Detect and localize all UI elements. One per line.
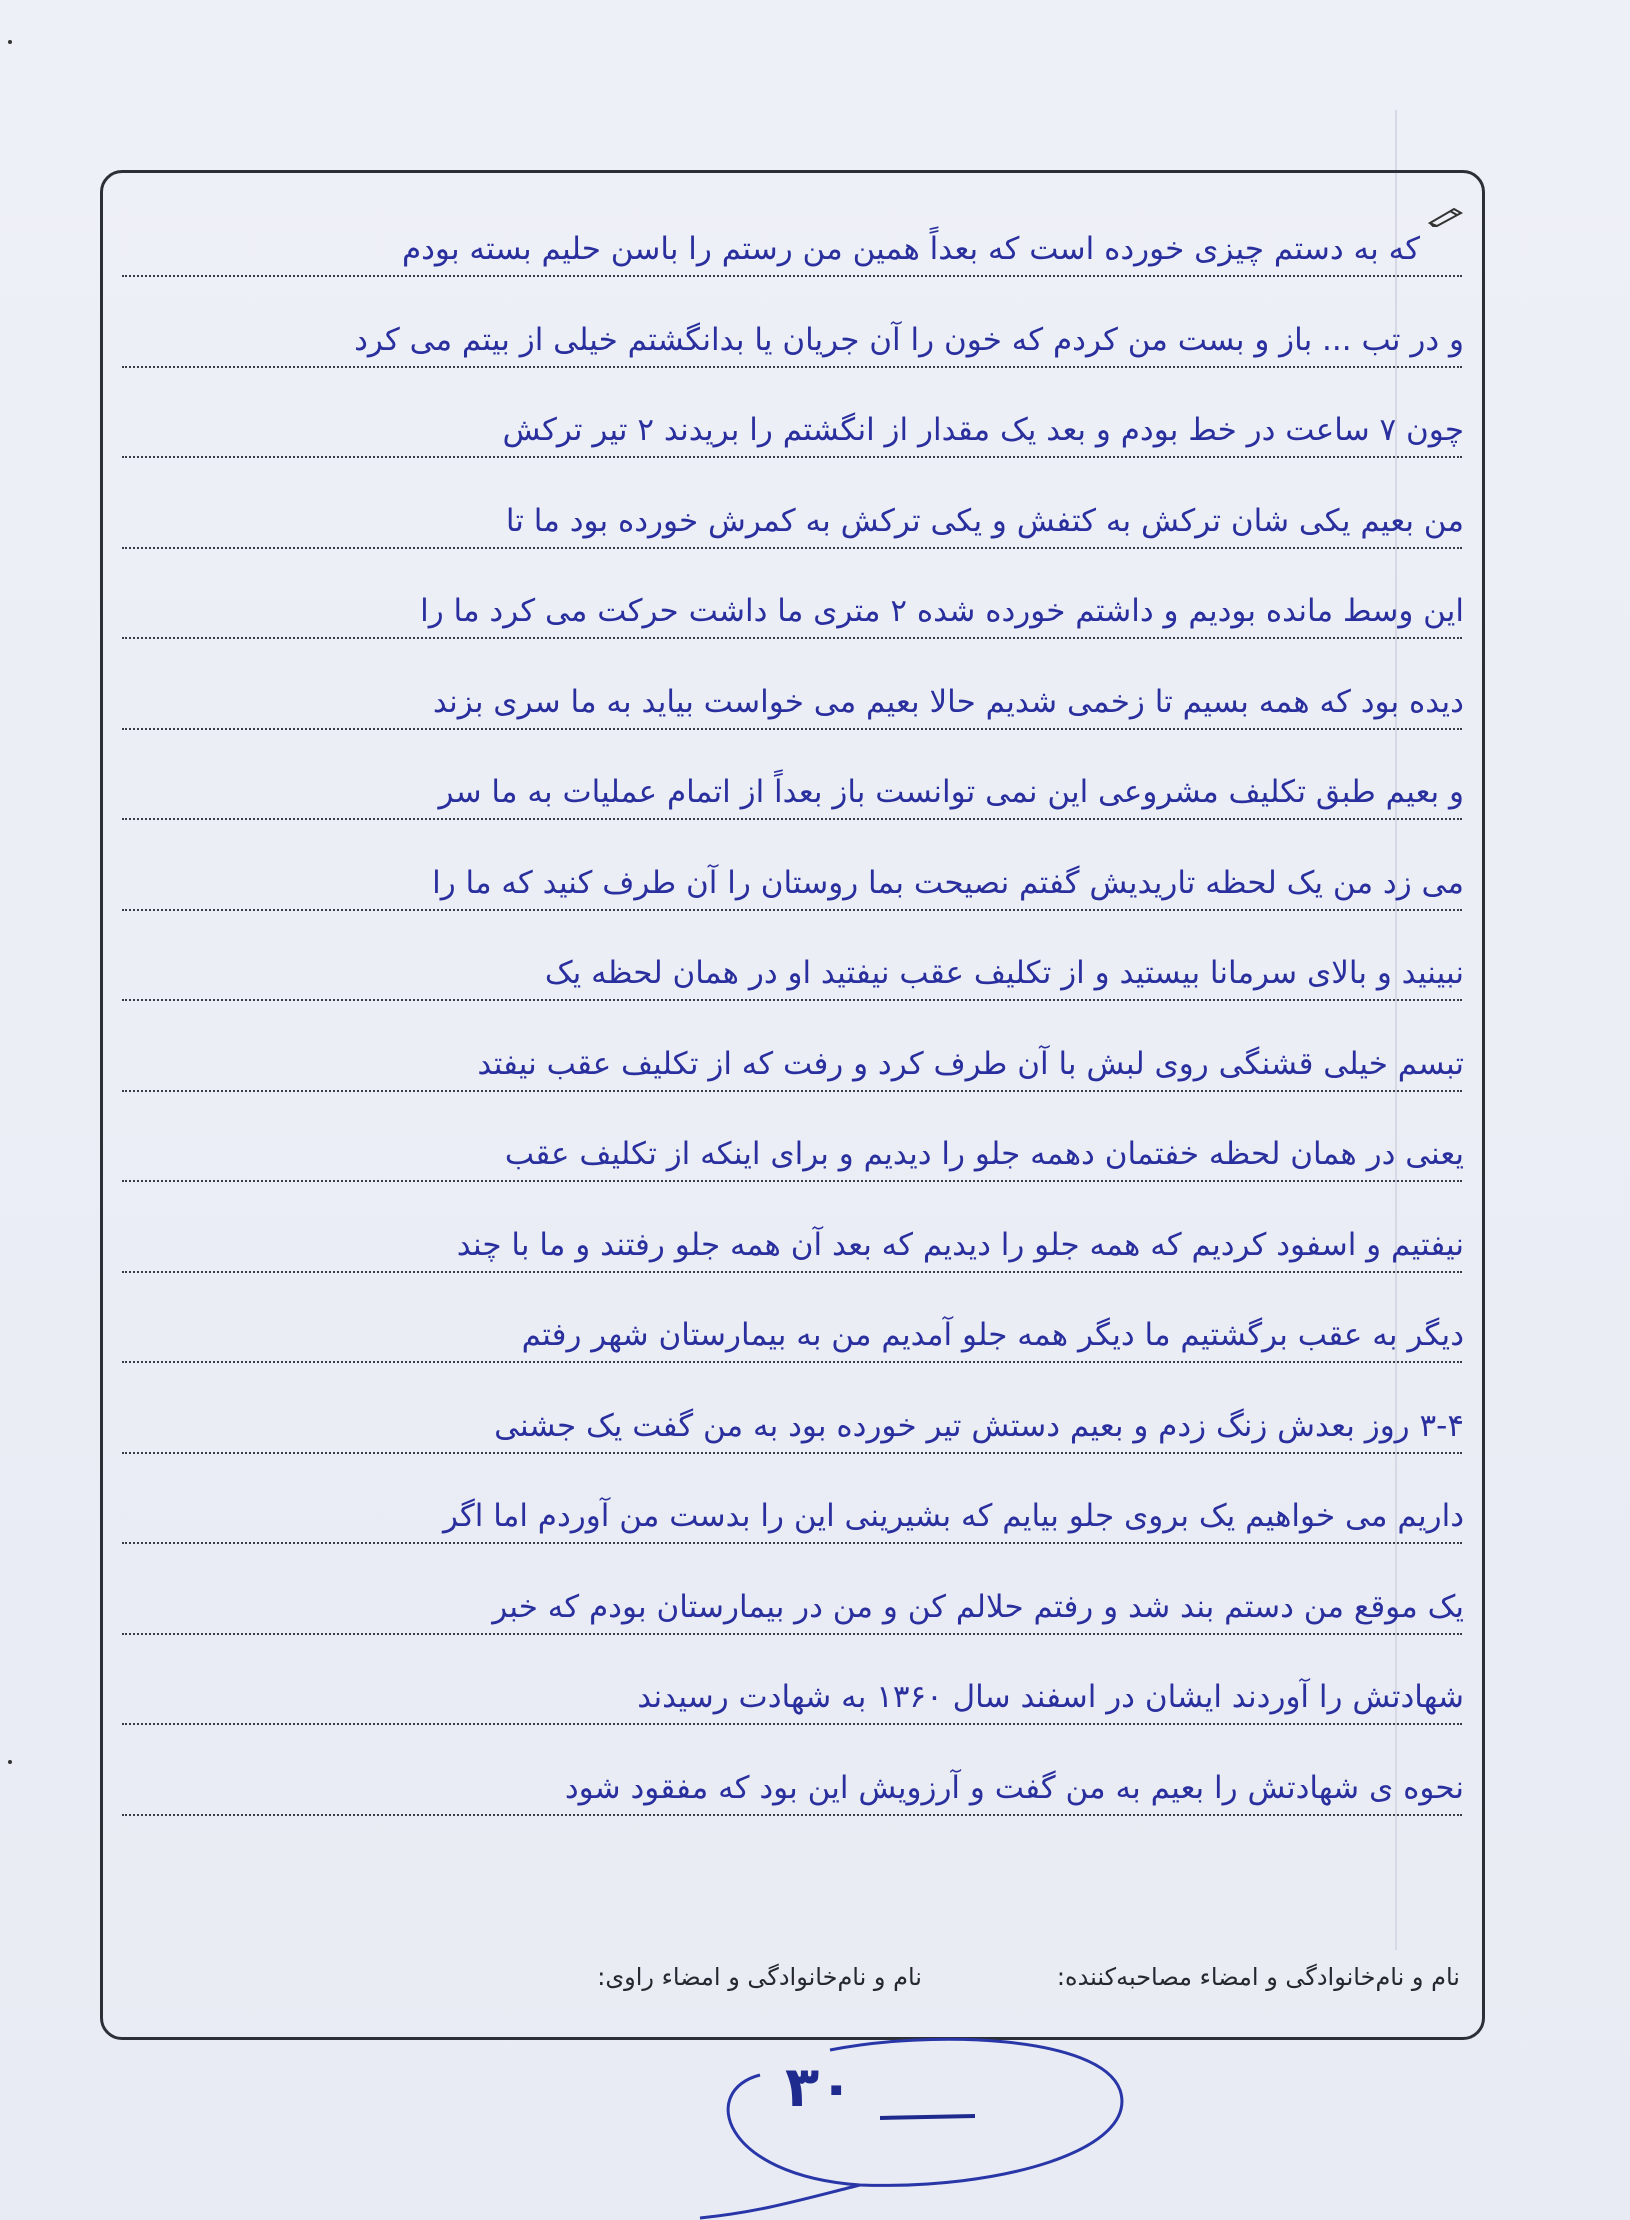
handwritten-line: دیده بود که همه بسیم تا زخمی شدیم حالا بعیم می خواست بیاید به ما سری بزند bbox=[432, 683, 1464, 720]
handwritten-line: چون ۷ ساعت در خط بودم و بعد یک مقدار از انگشتم را بریدند ۲ تیر ترکش bbox=[502, 412, 1464, 448]
handwritten-line: این وسط مانده بودیم و داشتم خورده شده ۲ متری ما داشت حرکت می کرد ما را bbox=[420, 593, 1464, 629]
handwritten-line: نیفتیم و اسفود کردیم که همه جلو را دیدیم که بعد آن همه جلو رفتند و ما با چند bbox=[456, 1226, 1464, 1263]
handwritten-line: دیگر به عقب برگشتیم ما دیگر همه جلو آمدیم من به بیمارستان شهر رفتم bbox=[521, 1317, 1464, 1353]
handwritten-line: ۳-۴ روز بعدش زنگ زدم و بعیم دستش تیر خورده بود به من گفت یک جشنی bbox=[494, 1407, 1464, 1444]
handwritten-line: و در تب ... باز و بست من کردم که خون را آن جریان یا بدانگشتم خیلی از بیتم می کرد bbox=[354, 321, 1464, 358]
handwritten-line: من بعیم یکی شان ترکش به کتفش و یکی ترکش به کمرش خورده بود ما تا bbox=[505, 502, 1464, 539]
interviewer-signature-label: نام و نام‌خانوادگی و امضاء مصاحبه‌کننده: bbox=[1056, 1963, 1460, 1991]
handwritten-line: و بعیم طبق تکلیف مشروعی این نمی توانست باز بعداً از اتمام عملیات به ما سر bbox=[438, 774, 1464, 810]
handwritten-line: نحوه ی شهادتش را بعیم به من گفت و آرزویش این بود که مفقود شود bbox=[564, 1769, 1464, 1806]
handwritten-line: نبینید و بالای سرمانا بیستید و از تکلیف عقب نیفتید او در همان لحظه یک bbox=[544, 955, 1464, 991]
page-number: ۳۰ bbox=[785, 2055, 854, 2120]
handwritten-line: یعنی در همان لحظه خفتمان دهمه جلو را دیدیم و برای اینکه از تکلیف عقب bbox=[504, 1136, 1464, 1172]
handwritten-line: که به دستم چیزی خورده است که بعداً همین من رستم را باسن حلیم بسته بودم bbox=[401, 231, 1420, 267]
handwritten-line: داریم می خواهیم یک بروی جلو بیایم که بشیرینی این را بدست من آوردم اما اگر bbox=[442, 1498, 1464, 1534]
narrator-signature-label: نام و نام‌خانوادگی و امضاء راوی: bbox=[597, 1963, 922, 1991]
handwritten-line: یک موقع من دستم بند شد و رفتم حلالم کن و من در بیمارستان بودم که خبر bbox=[492, 1588, 1464, 1625]
handwritten-line: شهادتش را آوردند ایشان در اسفند سال ۱۳۶۰ به شهادت رسیدند bbox=[637, 1679, 1464, 1715]
handwritten-line: تبسم خیلی قشنگی روی لبش با آن طرف کرد و رفت که از تکلیف عقب نیفتد bbox=[477, 1045, 1464, 1082]
handwritten-line: می زد من یک لحظه تاریدیش گفتم نصیحت بما روستان را آن طرف کنید که ما را bbox=[432, 864, 1464, 901]
